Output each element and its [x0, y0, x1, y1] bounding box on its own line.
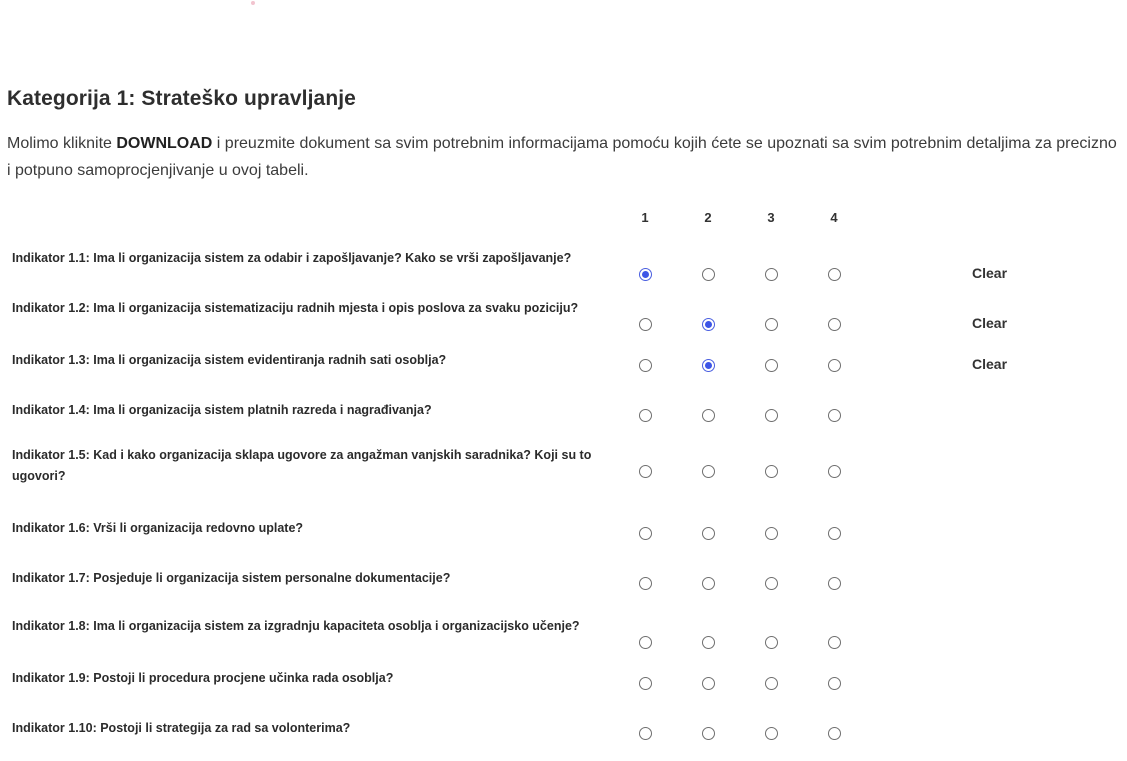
rating-radio-1[interactable] — [639, 409, 652, 422]
indicator-row — [0, 659, 1127, 709]
rating-radio-4[interactable] — [828, 727, 841, 740]
rating-radio-3[interactable] — [765, 577, 778, 590]
rating-radio-1[interactable] — [639, 465, 652, 478]
rating-radio-1[interactable] — [639, 677, 652, 690]
rating-radio-1[interactable] — [639, 268, 652, 281]
rating-radio-1[interactable] — [639, 577, 652, 590]
rating-radio-1[interactable] — [639, 359, 652, 372]
scale-header-1: 1 — [641, 210, 649, 225]
rating-radio-2[interactable] — [702, 636, 715, 649]
scale-header-3: 3 — [767, 210, 775, 225]
indicator-row — [0, 709, 1127, 759]
intro-text-end: i preuzmite dokument sa svim potrebnim informacijama pomoću kojih ćete se upoznati sa svim potrebnim detaljima za precizno i potpuno samoprocjenjivanje u ovoj tabeli. — [7, 135, 1117, 179]
decorative-dot — [251, 1, 255, 5]
rating-radio-3[interactable] — [765, 677, 778, 690]
indicator-row — [0, 559, 1127, 609]
rating-radio-2[interactable] — [702, 527, 715, 540]
rating-radio-3[interactable] — [765, 359, 778, 372]
clear-button[interactable]: Clear — [972, 315, 1008, 331]
indicator-question: Indikator 1.2: Ima li organizacija sistematizaciju radnih mjesta i opis poslova za svaku poziciju? — [12, 301, 579, 315]
rating-radio-2[interactable] — [702, 577, 715, 590]
rating-radio-2[interactable] — [702, 359, 715, 372]
indicator-question: Indikator 1.8: Ima li organizacija sistem za izgradnju kapaciteta osoblja i organizacijsko učenje? — [12, 619, 580, 633]
indicator-question: Indikator 1.10: Postoji li strategija za rad sa volonterima? — [12, 721, 351, 735]
indicator-question: Indikator 1.4: Ima li organizacija sistem platnih razreda i nagrađivanja? — [12, 403, 432, 417]
rating-radio-4[interactable] — [828, 527, 841, 540]
rating-radio-2[interactable] — [702, 318, 715, 331]
indicator-question: Indikator 1.1: Ima li organizacija sistem za odabir i zapošljavanje? Kako se vrši zapošljavanje? — [12, 251, 572, 265]
rating-radio-4[interactable] — [828, 465, 841, 478]
indicator-question: Indikator 1.6: Vrši li organizacija redovno uplate? — [12, 521, 304, 535]
download-keyword: DOWNLOAD — [116, 135, 213, 152]
rating-radio-2[interactable] — [702, 268, 715, 281]
rating-radio-3[interactable] — [765, 636, 778, 649]
rating-radio-1[interactable] — [639, 636, 652, 649]
indicator-row — [0, 509, 1127, 559]
indicator-question: Indikator 1.5: Kad i kako organizacija sklapa ugovore za angažman vanjskih saradnika? Koji su to ugovori? — [12, 448, 592, 483]
scale-header-2: 2 — [704, 210, 712, 225]
rating-radio-1[interactable] — [639, 318, 652, 331]
rating-radio-3[interactable] — [765, 527, 778, 540]
rating-radio-4[interactable] — [828, 409, 841, 422]
indicator-question: Indikator 1.3: Ima li organizacija sistem evidentiranja radnih sati osoblja? — [12, 353, 447, 367]
rating-radio-3[interactable] — [765, 268, 778, 281]
category-title: Kategorija 1: Strateško upravljanje — [7, 87, 356, 110]
indicator-question: Indikator 1.7: Posjeduje li organizacija sistem personalne dokumentacije? — [12, 571, 451, 585]
rating-radio-2[interactable] — [702, 409, 715, 422]
rating-radio-4[interactable] — [828, 268, 841, 281]
indicator-row — [0, 609, 1127, 659]
rating-radio-3[interactable] — [765, 409, 778, 422]
rating-radio-4[interactable] — [828, 359, 841, 372]
rating-radio-4[interactable] — [828, 577, 841, 590]
intro-text — [7, 130, 1122, 184]
rating-radio-2[interactable] — [702, 465, 715, 478]
indicator-row — [0, 438, 1127, 509]
rating-radio-3[interactable] — [765, 727, 778, 740]
indicator-row — [0, 291, 1127, 341]
indicator-row — [0, 341, 1127, 391]
scale-header-4: 4 — [830, 210, 838, 225]
rating-radio-2[interactable] — [702, 727, 715, 740]
rating-radio-4[interactable] — [828, 677, 841, 690]
rating-radio-3[interactable] — [765, 465, 778, 478]
rating-radio-2[interactable] — [702, 677, 715, 690]
rating-radio-1[interactable] — [639, 727, 652, 740]
indicator-question: Indikator 1.9: Postoji li procedura procjene učinka rada osoblja? — [12, 671, 394, 685]
rating-radio-3[interactable] — [765, 318, 778, 331]
intro-text-start: Molimo kliknite — [7, 135, 117, 152]
rating-radio-4[interactable] — [828, 636, 841, 649]
indicator-row — [0, 241, 1127, 291]
clear-button[interactable]: Clear — [972, 356, 1008, 372]
rating-radio-1[interactable] — [639, 527, 652, 540]
indicator-row — [0, 391, 1127, 438]
rating-radio-4[interactable] — [828, 318, 841, 331]
clear-button[interactable]: Clear — [972, 265, 1008, 281]
